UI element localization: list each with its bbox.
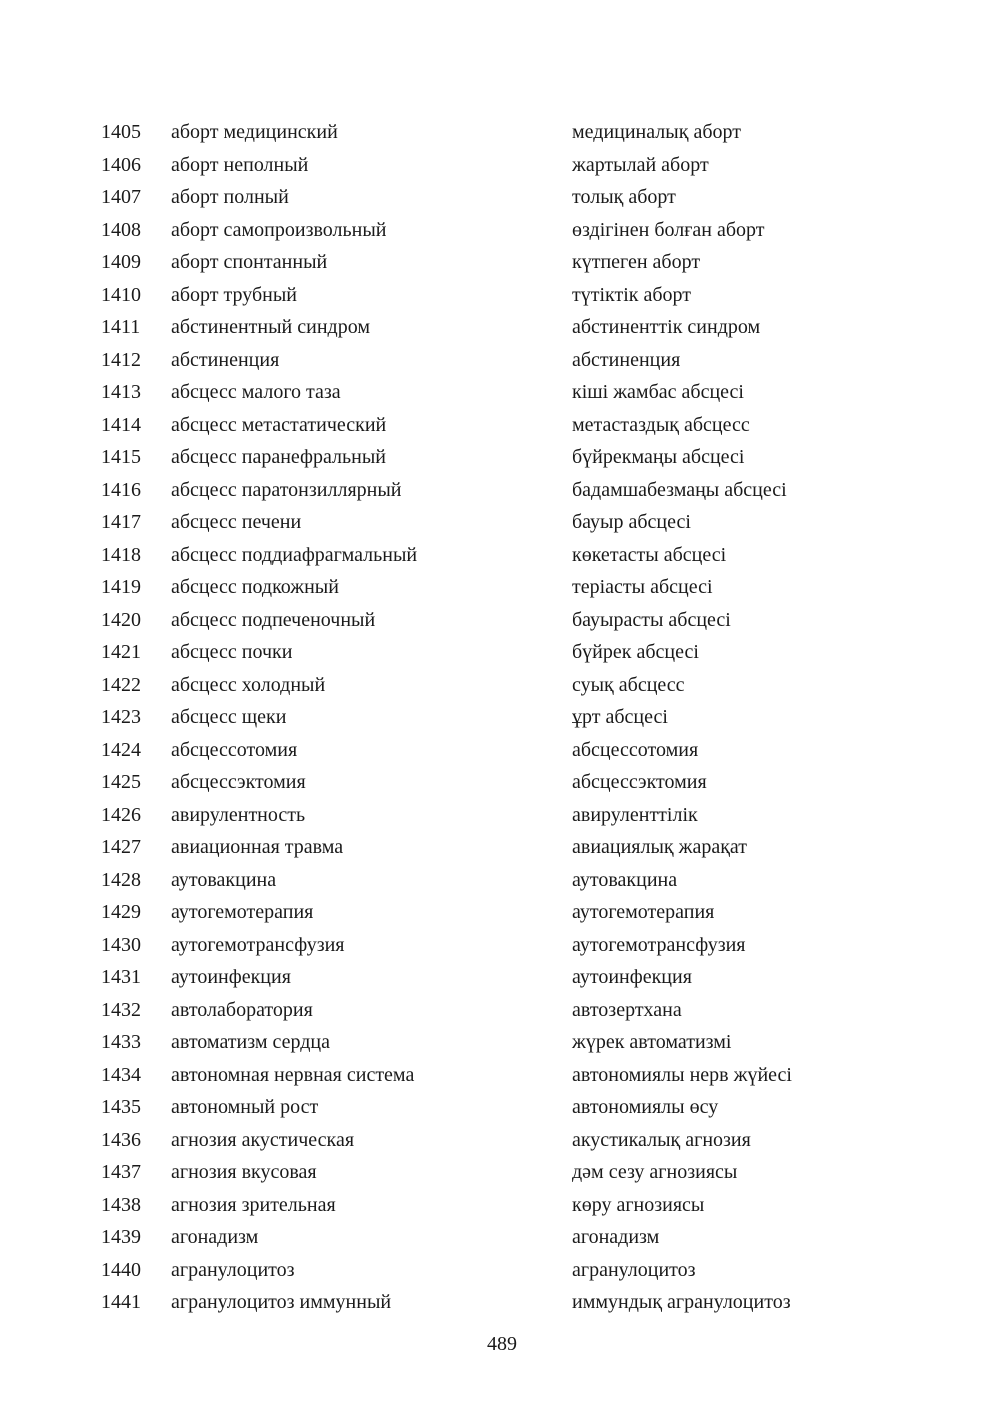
glossary-entry — [0, 831, 1004, 864]
entry-number: 1432 — [101, 998, 141, 1021]
kazakh-term: бауыр абсцесі — [572, 511, 691, 533]
glossary-entry — [0, 636, 1004, 669]
russian-term: абстиненция — [171, 348, 280, 371]
kazakh-term: медициналық аборт — [572, 121, 741, 143]
kazakh-term: абстиненция — [572, 348, 681, 371]
russian-term: аборт медицинский — [171, 121, 338, 143]
entry-number: 1413 — [101, 381, 141, 403]
entry-number: 1408 — [101, 218, 141, 241]
glossary-entry — [0, 604, 1004, 637]
kazakh-term: ұрт абсцесі — [572, 706, 668, 728]
russian-term: абсцесс почки — [171, 641, 293, 663]
kazakh-term: автономиялы нерв жүйесі — [572, 1063, 792, 1086]
kazakh-term: агранулоцитоз — [572, 1258, 696, 1281]
entry-number: 1409 — [101, 251, 141, 273]
glossary-entry — [0, 799, 1004, 832]
glossary-entry — [0, 181, 1004, 214]
entry-number: 1425 — [101, 771, 141, 793]
kazakh-term: авируленттілік — [572, 803, 698, 826]
entry-number: 1429 — [101, 901, 141, 923]
kazakh-term: агонадизм — [572, 1226, 660, 1248]
glossary-entry — [0, 929, 1004, 962]
kazakh-term: аутогемотрансфузия — [572, 933, 746, 956]
kazakh-term: көкетасты абсцесі — [572, 543, 727, 566]
russian-term: аутоинфекция — [171, 966, 291, 988]
entry-number: 1418 — [101, 543, 141, 566]
entry-number: 1439 — [101, 1226, 141, 1248]
kazakh-term: автономиялы өсу — [572, 1096, 719, 1118]
kazakh-term: акустикалық агнозия — [572, 1128, 751, 1151]
glossary-entry — [0, 1091, 1004, 1124]
entry-number: 1414 — [101, 413, 141, 436]
kazakh-term: кіші жамбас абсцесі — [572, 381, 744, 403]
entry-number: 1412 — [101, 348, 141, 371]
kazakh-term: бадамшабезмаңы абсцесі — [572, 478, 787, 501]
glossary-entry — [0, 149, 1004, 182]
glossary-entry — [0, 116, 1004, 149]
glossary-entry — [0, 669, 1004, 702]
glossary-entry — [0, 766, 1004, 799]
kazakh-term: теріасты абсцесі — [572, 576, 713, 598]
kazakh-term: аутовакцина — [572, 868, 678, 891]
entry-number: 1426 — [101, 803, 141, 826]
kazakh-term: өздігінен болған аборт — [572, 218, 765, 241]
glossary-entry — [0, 344, 1004, 377]
glossary-entry — [0, 506, 1004, 539]
russian-term: авирулентность — [171, 803, 306, 826]
russian-term: абсцесс печени — [171, 511, 302, 533]
glossary-entry — [0, 279, 1004, 312]
glossary-entry — [0, 246, 1004, 279]
russian-term: абсцесс малого таза — [171, 381, 341, 403]
entry-number: 1421 — [101, 641, 141, 663]
glossary-entry — [0, 376, 1004, 409]
kazakh-term: абсцессэктомия — [572, 771, 707, 793]
entry-number: 1440 — [101, 1258, 141, 1281]
entry-number: 1430 — [101, 933, 141, 956]
kazakh-term: бауырасты абсцесі — [572, 608, 731, 631]
russian-term: аутогемотерапия — [171, 901, 314, 923]
entry-number: 1441 — [101, 1291, 141, 1313]
entry-number: 1431 — [101, 966, 141, 988]
kazakh-term: толық аборт — [572, 186, 676, 208]
glossary-entry — [0, 896, 1004, 929]
kazakh-term: суық абсцесс — [572, 673, 685, 696]
glossary-entry — [0, 539, 1004, 572]
russian-term: автоматизм сердца — [171, 1031, 331, 1053]
glossary-entry — [0, 214, 1004, 247]
entry-number: 1411 — [101, 316, 141, 338]
kazakh-term: көру агнозиясы — [572, 1193, 705, 1216]
kazakh-term: дәм сезу агнозиясы — [572, 1161, 738, 1183]
kazakh-term: иммундық агранулоцитоз — [572, 1291, 791, 1313]
russian-term: абсцесс паранефральный — [171, 446, 386, 468]
glossary-entry — [0, 994, 1004, 1027]
russian-term: агнозия зрительная — [171, 1193, 336, 1216]
glossary-entry — [0, 864, 1004, 897]
kazakh-term: автозертхана — [572, 998, 682, 1021]
entry-number: 1417 — [101, 511, 141, 533]
russian-term: агнозия акустическая — [171, 1128, 355, 1151]
russian-term: аборт спонтанный — [171, 251, 328, 273]
russian-term: абсцесс поддиафрагмальный — [171, 543, 418, 566]
kazakh-term: күтпеген аборт — [572, 251, 701, 273]
russian-term: абсцессэктомия — [171, 771, 306, 793]
russian-term: аутогемотрансфузия — [171, 933, 345, 956]
entry-number: 1435 — [101, 1096, 141, 1118]
russian-term: аутовакцина — [171, 868, 277, 891]
russian-term: аборт трубный — [171, 283, 298, 306]
glossary-entry — [0, 571, 1004, 604]
entry-number: 1437 — [101, 1161, 141, 1183]
russian-term: агонадизм — [171, 1226, 259, 1248]
entry-number: 1436 — [101, 1128, 141, 1151]
russian-term: авиационная травма — [171, 836, 344, 858]
entry-number: 1416 — [101, 478, 141, 501]
entry-number: 1427 — [101, 836, 141, 858]
glossary-entry — [0, 409, 1004, 442]
russian-term: агранулоцитоз иммунный — [171, 1291, 392, 1313]
glossary-entry — [0, 961, 1004, 994]
entry-number: 1406 — [101, 153, 141, 176]
kazakh-term: жартылай аборт — [572, 153, 709, 176]
kazakh-term: абсцессотомия — [572, 738, 699, 761]
glossary-entry — [0, 1124, 1004, 1157]
glossary-entry — [0, 734, 1004, 767]
glossary-entry — [0, 1026, 1004, 1059]
glossary-entry — [0, 1189, 1004, 1222]
kazakh-term: аутоинфекция — [572, 966, 692, 988]
kazakh-term: түтіктік аборт — [572, 283, 692, 306]
kazakh-term: бүйрек абсцесі — [572, 641, 699, 663]
russian-term: абстинентный синдром — [171, 316, 370, 338]
page-number: 489 — [487, 1333, 517, 1355]
russian-term: абсцессотомия — [171, 738, 298, 761]
glossary-list — [0, 116, 1004, 1319]
kazakh-term: авиациялық жарақат — [572, 836, 748, 858]
glossary-entry — [0, 474, 1004, 507]
entry-number: 1433 — [101, 1031, 141, 1053]
entry-number: 1420 — [101, 608, 141, 631]
glossary-entry — [0, 1221, 1004, 1254]
russian-term: абсцесс метастатический — [171, 413, 387, 436]
russian-term: абсцесс щеки — [171, 706, 287, 728]
russian-term: автономный рост — [171, 1096, 319, 1118]
russian-term: аборт неполный — [171, 153, 309, 176]
russian-term: абсцесс холодный — [171, 673, 326, 696]
russian-term: абсцесс паратонзиллярный — [171, 478, 402, 501]
glossary-entry — [0, 441, 1004, 474]
entry-number: 1407 — [101, 186, 141, 208]
russian-term: абсцесс подпеченочный — [171, 608, 376, 631]
entry-number: 1419 — [101, 576, 141, 598]
glossary-entry — [0, 1286, 1004, 1319]
russian-term: аборт самопроизвольный — [171, 218, 387, 241]
russian-term: аборт полный — [171, 186, 289, 208]
russian-term: абсцесс подкожный — [171, 576, 339, 598]
kazakh-term: бүйрекмаңы абсцесі — [572, 446, 745, 468]
entry-number: 1423 — [101, 706, 141, 728]
glossary-entry — [0, 1254, 1004, 1287]
kazakh-term: аутогемотерапия — [572, 901, 715, 923]
entry-number: 1438 — [101, 1193, 141, 1216]
glossary-entry — [0, 311, 1004, 344]
glossary-entry — [0, 701, 1004, 734]
russian-term: автолаборатория — [171, 998, 313, 1021]
russian-term: агнозия вкусовая — [171, 1161, 317, 1183]
entry-number: 1422 — [101, 673, 141, 696]
glossary-entry — [0, 1156, 1004, 1189]
entry-number: 1410 — [101, 283, 141, 306]
entry-number: 1428 — [101, 868, 141, 891]
entry-number: 1405 — [101, 121, 141, 143]
entry-number: 1415 — [101, 446, 141, 468]
russian-term: агранулоцитоз — [171, 1258, 295, 1281]
russian-term: автономная нервная система — [171, 1063, 415, 1086]
glossary-entry — [0, 1059, 1004, 1092]
kazakh-term: метастаздық абсцесс — [572, 413, 750, 436]
kazakh-term: абстиненттік синдром — [572, 316, 761, 338]
kazakh-term: жүрек автоматизмі — [572, 1031, 732, 1053]
entry-number: 1424 — [101, 738, 141, 761]
entry-number: 1434 — [101, 1063, 141, 1086]
